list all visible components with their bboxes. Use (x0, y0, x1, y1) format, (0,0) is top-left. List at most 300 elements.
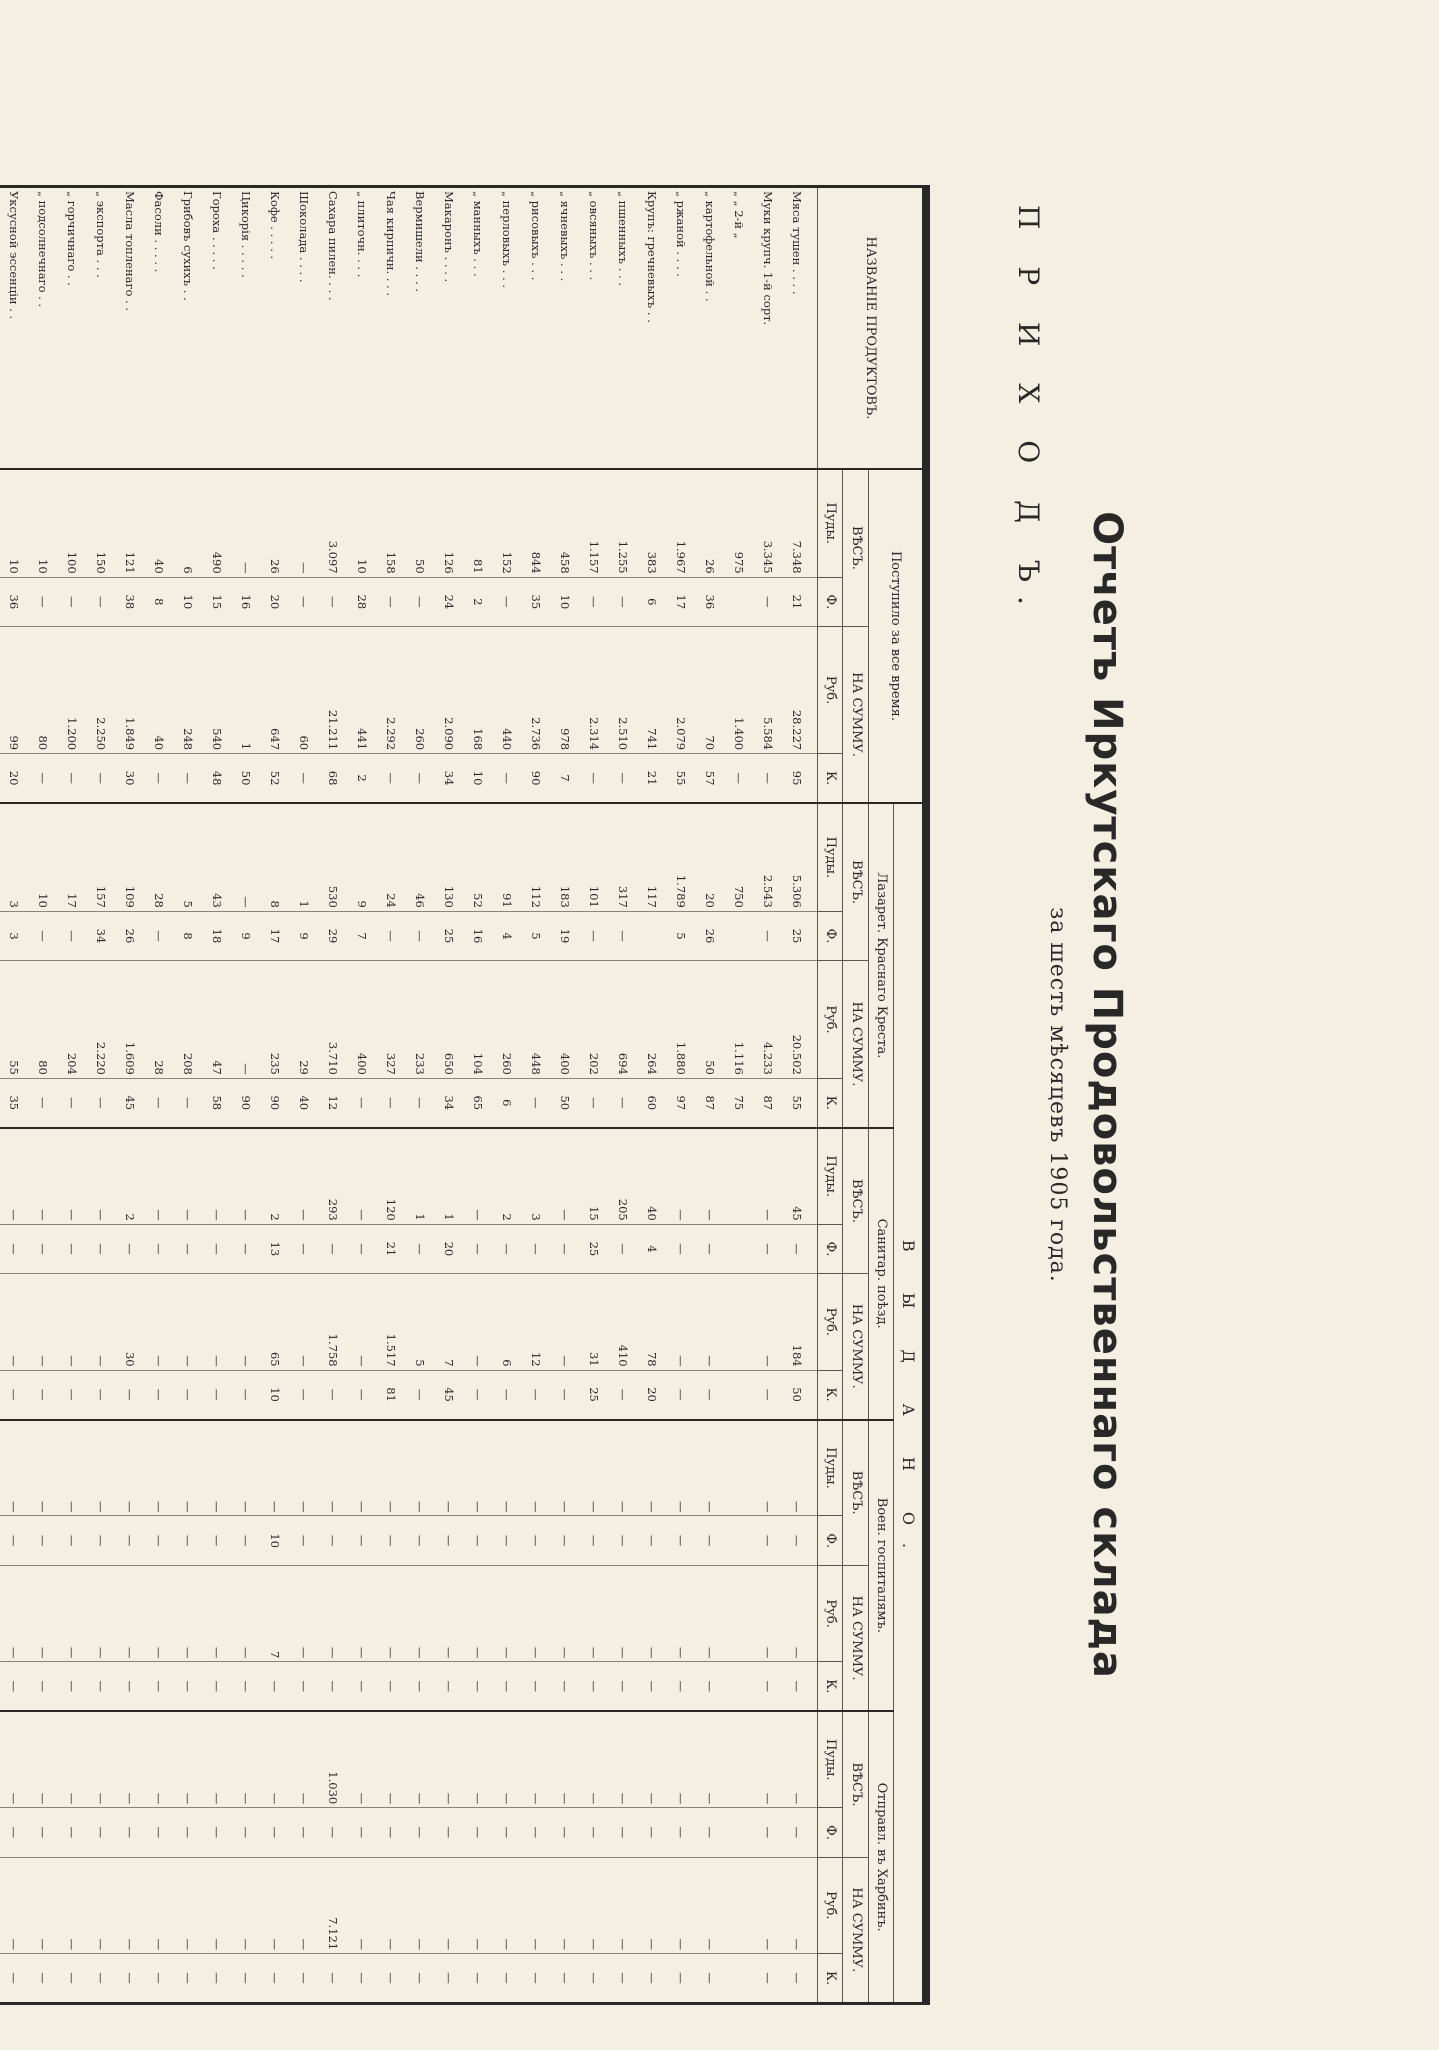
table-row (492, 187, 521, 2004)
table-cell: 68 (318, 754, 347, 803)
table-row (289, 187, 318, 2004)
table-cell: — (231, 1128, 260, 1224)
table-cell: — (231, 1370, 260, 1419)
table-cell: 52 (260, 754, 289, 803)
table-cell: 440 (492, 627, 521, 754)
table-cell: 540 (202, 627, 231, 754)
table-cell: — (231, 803, 260, 911)
table-cell: — (318, 577, 347, 626)
table-cell: — (57, 1078, 86, 1127)
table-cell: — (144, 754, 173, 803)
col-header-sum: НА СУММУ. (843, 1857, 868, 2003)
table-cell: — (608, 577, 637, 626)
table-cell: — (492, 754, 521, 803)
table-cell: — (434, 1711, 463, 1807)
table-cell: — (434, 1516, 463, 1565)
table-cell: — (695, 1224, 724, 1273)
table-cell: — (666, 1420, 695, 1516)
table-cell: 48 (202, 754, 231, 803)
table-cell: — (260, 1711, 289, 1807)
table-cell: — (376, 1565, 405, 1661)
table-cell: — (202, 1274, 231, 1370)
section-heading: П Р И Х О Д Ъ. (1012, 205, 1045, 619)
table-cell: — (115, 1370, 144, 1419)
table-cell: — (289, 469, 318, 577)
table-cell: 100 (57, 469, 86, 577)
table-cell: — (28, 1662, 57, 1711)
table-cell (724, 1516, 753, 1565)
table-cell: 16 (463, 911, 492, 960)
table-cell: — (463, 1516, 492, 1565)
table-cell: 5.306 (782, 803, 818, 911)
table-cell: — (521, 1808, 550, 1857)
table-cell: — (463, 1224, 492, 1273)
table-cell: 1.609 (115, 961, 144, 1079)
col-header-unit-rub: Руб. (818, 1565, 843, 1661)
table-cell: 3.097 (318, 469, 347, 577)
table-cell: 50 (231, 754, 260, 803)
table-cell: — (434, 1857, 463, 1953)
table-cell: — (202, 1565, 231, 1661)
product-name: „ горчичнаго . . (57, 187, 86, 469)
table-cell: — (231, 1224, 260, 1273)
table-cell: 109 (115, 803, 144, 911)
table-cell: — (637, 1662, 666, 1711)
table-cell: 26 (115, 911, 144, 960)
col-header-sum: НА СУММУ. (843, 627, 868, 803)
table-cell: — (782, 1662, 818, 1711)
table-cell: — (289, 1857, 318, 1953)
table-cell: — (492, 1565, 521, 1661)
col-header-unit-f: Ф. (818, 1516, 843, 1565)
table-cell: — (579, 1420, 608, 1516)
table-cell: 46 (405, 803, 434, 911)
table-cell: 24 (376, 803, 405, 911)
table-cell: 25 (434, 911, 463, 960)
table-cell: 7 (260, 1565, 289, 1661)
table-cell: 60 (289, 627, 318, 754)
table-cell: 3 (0, 911, 28, 960)
table-cell: 1 (231, 627, 260, 754)
table-cell: 264 (637, 961, 666, 1079)
table-cell: — (666, 1857, 695, 1953)
table-cell: 978 (550, 627, 579, 754)
col-header-unit-pud: Пуды. (818, 1711, 843, 1807)
table-cell: — (405, 911, 434, 960)
table-cell: — (289, 577, 318, 626)
table-cell: — (521, 1516, 550, 1565)
table-cell: — (86, 1857, 115, 1953)
table-cell: — (608, 1954, 637, 2004)
table-cell: 1.400 (724, 627, 753, 754)
col-header-unit-kop: К. (818, 1662, 843, 1711)
table-cell: 5 (521, 911, 550, 960)
table-cell: — (579, 911, 608, 960)
table-cell: — (57, 1128, 86, 1224)
table-cell: 383 (637, 469, 666, 577)
table-cell: 9 (289, 911, 318, 960)
table-cell: — (202, 1711, 231, 1807)
table-row (347, 187, 376, 2004)
table-row (260, 187, 289, 2004)
table-cell: — (57, 1711, 86, 1807)
table-cell: — (231, 1662, 260, 1711)
table-cell: 233 (405, 961, 434, 1079)
table-cell: 28 (144, 961, 173, 1079)
product-name: „ овсяныхъ . . . (579, 187, 608, 469)
table-cell: — (666, 1516, 695, 1565)
table-cell: — (695, 1808, 724, 1857)
table-cell: 1.030 (318, 1711, 347, 1807)
table-cell: — (550, 1370, 579, 1419)
table-cell: 2.510 (608, 627, 637, 754)
table-cell: — (492, 577, 521, 626)
table-cell: — (405, 1420, 434, 1516)
table-cell: — (579, 1954, 608, 2004)
table-cell: 7.121 (318, 1857, 347, 1953)
page-subtitle: за шесть мѣсяцевъ 1905 года. (1045, 907, 1070, 1283)
table-cell: 400 (347, 961, 376, 1079)
table-row (318, 187, 347, 2004)
table-cell: 20.502 (782, 961, 818, 1079)
table-cell: — (57, 1274, 86, 1370)
table-cell: 121 (115, 469, 144, 577)
table-cell: — (115, 1420, 144, 1516)
table-cell: — (115, 1711, 144, 1807)
table-row (782, 187, 818, 2004)
table-cell: 458 (550, 469, 579, 577)
table-cell: 80 (28, 627, 57, 754)
table-cell: — (318, 1370, 347, 1419)
table-cell: — (231, 961, 260, 1079)
table-cell: — (347, 1224, 376, 1273)
table-cell: — (434, 1954, 463, 2004)
col-header-unit-pud: Пуды. (818, 803, 843, 911)
col-group-sanitary-train: Санитар. поѣзд. (868, 1128, 893, 1420)
table-cell: 40 (144, 627, 173, 754)
table-cell: — (144, 1808, 173, 1857)
table-cell: — (376, 1662, 405, 1711)
table-cell: 87 (753, 1078, 782, 1127)
col-header-unit-pud: Пуды. (818, 1128, 843, 1224)
table-cell: — (550, 1954, 579, 2004)
table-cell: 205 (608, 1128, 637, 1224)
table-cell (724, 577, 753, 626)
table-cell: 87 (695, 1078, 724, 1127)
table-cell: — (463, 1711, 492, 1807)
product-name: „ подсолнечнаго . . (28, 187, 57, 469)
table-cell: 410 (608, 1274, 637, 1370)
table-cell: 1.200 (57, 627, 86, 754)
table-cell: — (173, 1565, 202, 1661)
table-row (695, 187, 724, 2004)
table-row (550, 187, 579, 2004)
table-cell: — (405, 1224, 434, 1273)
table-cell: 18 (202, 911, 231, 960)
table-cell: 7.348 (782, 469, 818, 577)
table-cell: 34 (86, 911, 115, 960)
table-cell: 8 (260, 803, 289, 911)
table-cell: — (579, 754, 608, 803)
table-cell (724, 1565, 753, 1661)
table-cell: — (521, 1565, 550, 1661)
table-cell: — (202, 1370, 231, 1419)
table-cell: — (492, 1420, 521, 1516)
table-cell: — (347, 1808, 376, 1857)
table-cell: 55 (782, 1078, 818, 1127)
product-name: Грибовъ сухихъ . . (173, 187, 202, 469)
table-cell: — (608, 1711, 637, 1807)
table-cell: — (550, 1516, 579, 1565)
table-cell: — (28, 1128, 57, 1224)
col-header-weight: ВѢСЪ. (843, 803, 868, 961)
table-cell: — (405, 1078, 434, 1127)
product-name: „ пшенныхъ . . . (608, 187, 637, 469)
product-name: Шоколада . . . . (289, 187, 318, 469)
table-cell: 157 (86, 803, 115, 911)
table-cell (724, 1711, 753, 1807)
table-cell: 750 (724, 803, 753, 911)
table-cell: — (0, 1274, 28, 1370)
table-cell: — (28, 1224, 57, 1273)
table-cell: — (231, 1565, 260, 1661)
table-cell: — (115, 1954, 144, 2004)
table-cell: 5.584 (753, 627, 782, 754)
table-cell: 1.758 (318, 1274, 347, 1370)
table-cell: 15 (579, 1128, 608, 1224)
table-row (86, 187, 115, 2004)
table-cell: 34 (434, 1078, 463, 1127)
table-cell: — (144, 1516, 173, 1565)
table-cell: 21 (637, 754, 666, 803)
table-cell: — (173, 1711, 202, 1807)
table-cell: — (289, 1128, 318, 1224)
table-cell: 2.736 (521, 627, 550, 754)
table-cell: 21.211 (318, 627, 347, 754)
table-cell: — (86, 1078, 115, 1127)
table-cell: — (347, 1857, 376, 1953)
table-cell: — (579, 1565, 608, 1661)
table-row (28, 187, 57, 2004)
table-cell: — (347, 1078, 376, 1127)
table-cell: 50 (782, 1370, 818, 1419)
table-cell: 75 (724, 1078, 753, 1127)
table-cell: — (231, 469, 260, 577)
col-group-received: Поступило за все время. (868, 469, 926, 803)
table-row (202, 187, 231, 2004)
table-cell: — (347, 1128, 376, 1224)
table-cell: — (608, 1370, 637, 1419)
table-cell: — (463, 1662, 492, 1711)
table-cell: — (202, 1857, 231, 1953)
table-cell: — (86, 1370, 115, 1419)
table-cell: — (0, 1954, 28, 2004)
table-cell: 168 (463, 627, 492, 754)
product-name: Муки крупч. 1-й сорт. (753, 187, 782, 469)
table-cell: 2 (260, 1128, 289, 1224)
table-cell: 2.220 (86, 961, 115, 1079)
table-cell: — (550, 1711, 579, 1807)
table-cell: — (608, 1565, 637, 1661)
table-cell: 120 (376, 1128, 405, 1224)
product-name: Чая кирпичн. . . . (376, 187, 405, 469)
table-cell: 90 (260, 1078, 289, 1127)
table-cell: 1 (289, 803, 318, 911)
col-header-unit-pud: Пуды. (818, 1420, 843, 1516)
table-cell: — (231, 1420, 260, 1516)
table-cell: — (202, 1808, 231, 1857)
table-cell: 7 (347, 911, 376, 960)
table-cell: — (28, 577, 57, 626)
table-cell (724, 911, 753, 960)
table-row (115, 187, 144, 2004)
table-cell: — (0, 1516, 28, 1565)
table-row (231, 187, 260, 2004)
table-cell: 90 (231, 1078, 260, 1127)
table-cell: 183 (550, 803, 579, 911)
table-cell (724, 1662, 753, 1711)
table-cell: — (666, 1370, 695, 1419)
table-row (0, 187, 28, 2004)
table-cell: — (608, 911, 637, 960)
table-cell: — (753, 1808, 782, 1857)
table-cell: — (521, 1954, 550, 2004)
table-cell: 10 (463, 754, 492, 803)
table-cell: — (173, 754, 202, 803)
table-cell: 60 (637, 1078, 666, 1127)
table-cell: — (144, 1274, 173, 1370)
table-cell: 12 (521, 1274, 550, 1370)
table-cell: 12 (318, 1078, 347, 1127)
table-cell: — (0, 1128, 28, 1224)
table-row (637, 187, 666, 2004)
table-cell: — (115, 1516, 144, 1565)
table-cell: 1.789 (666, 803, 695, 911)
table-cell: — (753, 1662, 782, 1711)
table-cell: 20 (695, 803, 724, 911)
table-cell: 6 (492, 1274, 521, 1370)
table-cell: 5 (173, 803, 202, 911)
table-cell: — (28, 1274, 57, 1370)
table-cell: — (202, 1420, 231, 1516)
table-cell: 6 (173, 469, 202, 577)
table-cell: — (405, 1857, 434, 1953)
col-header-sum: НА СУММУ. (843, 961, 868, 1128)
table-cell: — (289, 1274, 318, 1370)
table-row (463, 187, 492, 2004)
table-cell: — (144, 1954, 173, 2004)
table-cell: 40 (289, 1078, 318, 1127)
table-cell: — (57, 1857, 86, 1953)
table-cell: — (753, 1565, 782, 1661)
table-cell: — (608, 1662, 637, 1711)
table-cell: — (144, 1370, 173, 1419)
table-cell: 17 (57, 803, 86, 911)
table-cell: 35 (0, 1078, 28, 1127)
table-cell: — (28, 911, 57, 960)
table-cell: — (86, 1808, 115, 1857)
product-name: Вермишели . . . . (405, 187, 434, 469)
table-cell: 117 (637, 803, 666, 911)
product-name: Крупъ: гречневыхъ . . (637, 187, 666, 469)
table-cell: 80 (28, 961, 57, 1079)
table-cell: — (608, 1857, 637, 1953)
table-cell: 6 (492, 1078, 521, 1127)
table-cell: 1 (434, 1128, 463, 1224)
table-cell: — (782, 1516, 818, 1565)
table-cell: — (666, 1128, 695, 1224)
table-cell: — (782, 1857, 818, 1953)
table-cell: — (695, 1711, 724, 1807)
table-cell: — (86, 1711, 115, 1807)
table-cell: — (173, 1516, 202, 1565)
table-cell: — (57, 577, 86, 626)
table-cell: 3 (521, 1128, 550, 1224)
table-cell: 327 (376, 961, 405, 1079)
table-cell: — (463, 1857, 492, 1953)
table-cell: — (608, 754, 637, 803)
product-name: Кофе . . . . . (260, 187, 289, 469)
table-cell: — (521, 1662, 550, 1711)
table-cell: — (144, 911, 173, 960)
table-cell: 2 (115, 1128, 144, 1224)
table-cell: 70 (695, 627, 724, 754)
table-cell: — (0, 1857, 28, 1953)
table-cell: 5 (666, 911, 695, 960)
table-cell: 3.345 (753, 469, 782, 577)
table-cell: — (347, 1420, 376, 1516)
table-cell: 65 (463, 1078, 492, 1127)
table-cell: — (695, 1565, 724, 1661)
table-cell: — (57, 1420, 86, 1516)
table-cell (724, 1808, 753, 1857)
table-cell: — (144, 1565, 173, 1661)
table-cell: — (144, 1420, 173, 1516)
table-cell: 400 (550, 961, 579, 1079)
col-header-weight: ВѢСЪ. (843, 1420, 868, 1566)
table-cell: 10 (550, 577, 579, 626)
table-cell: — (318, 1954, 347, 2004)
table-cell: — (405, 1711, 434, 1807)
table-cell: — (289, 1420, 318, 1516)
product-name: Сахара пилен. . . . (318, 187, 347, 469)
table-cell: — (86, 1274, 115, 1370)
table-cell: — (579, 577, 608, 626)
table-cell: — (666, 1662, 695, 1711)
product-name: Макаронъ . . . . (434, 187, 463, 469)
table-cell: 20 (637, 1370, 666, 1419)
table-cell: 4 (637, 1224, 666, 1273)
ledger-sheet (0, 145, 1130, 2045)
table-cell: 81 (376, 1370, 405, 1419)
table-cell: 40 (144, 469, 173, 577)
table-cell: 17 (666, 577, 695, 626)
table-cell: — (550, 1565, 579, 1661)
table-cell: — (753, 1370, 782, 1419)
table-cell: 50 (550, 1078, 579, 1127)
table-cell: — (318, 1516, 347, 1565)
table-cell: — (405, 1370, 434, 1419)
table-cell: — (260, 1662, 289, 1711)
table-cell: 2 (347, 754, 376, 803)
table-cell: 235 (260, 961, 289, 1079)
table-cell: — (173, 1078, 202, 1127)
table-cell: — (28, 1711, 57, 1807)
table-cell: — (521, 1370, 550, 1419)
table-cell: — (753, 1274, 782, 1370)
table-cell: — (463, 1954, 492, 2004)
table-cell: — (492, 1711, 521, 1807)
